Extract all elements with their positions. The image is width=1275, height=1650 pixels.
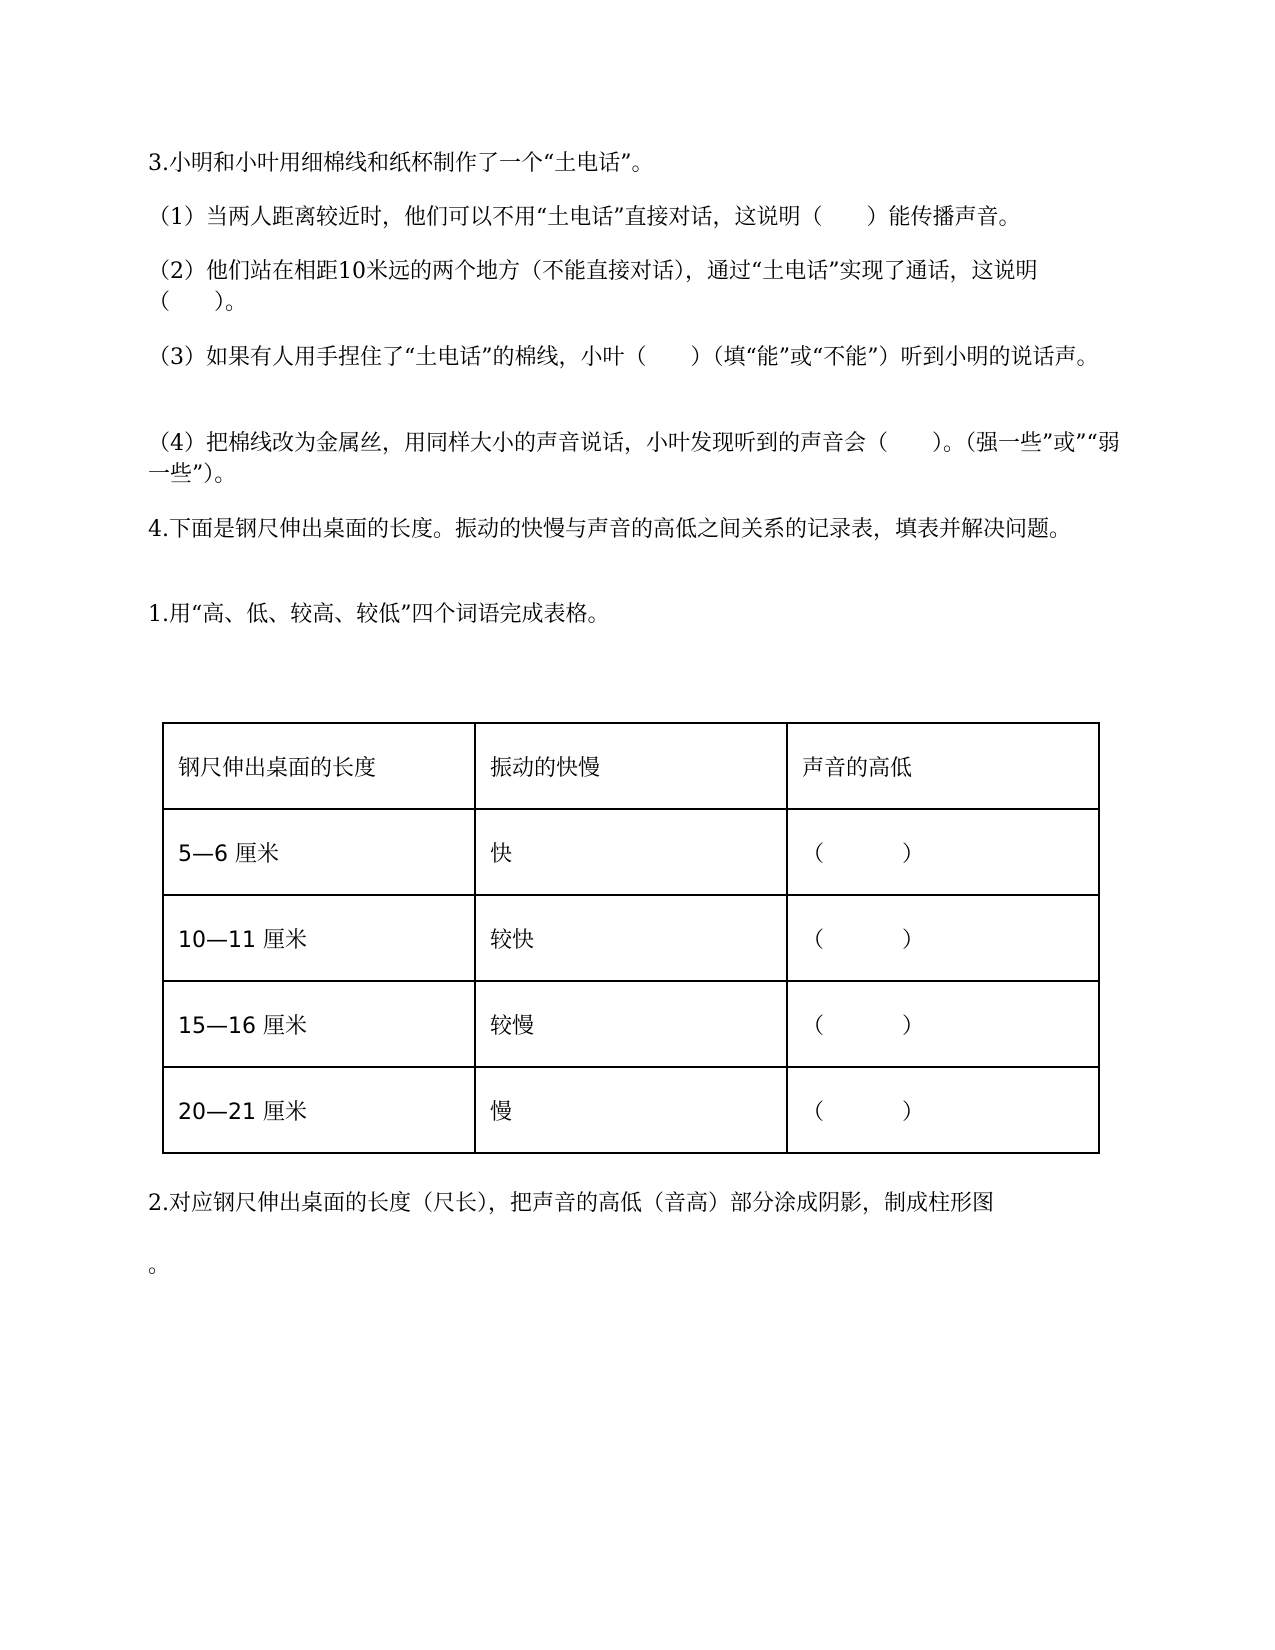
table-row [163, 895, 1099, 981]
cell-length: 20—21 厘米 [163, 1067, 475, 1153]
question-4-sub-1: 1.用“高、低、较高、较低”四个词语完成表格。 [148, 602, 610, 627]
header-pitch: 声音的高低 [787, 723, 1099, 809]
cell-length: 15—16 厘米 [163, 981, 475, 1067]
record-table [162, 722, 1100, 1154]
paren-close: ） [902, 1099, 925, 1125]
cell-pitch-blank[interactable] [787, 895, 1099, 981]
question-3-item-2: （2）他们站在相距10米远的两个地方（不能直接对话），通过“土电话”实现了通话，这说明（ ）。 [148, 259, 1038, 315]
cell-speed: 慢 [475, 1067, 787, 1153]
table-header-row [163, 723, 1099, 809]
header-length: 钢尺伸出桌面的长度 [163, 723, 475, 809]
cell-pitch-blank[interactable] [787, 809, 1099, 895]
question-4-sub-2-end: 。 [148, 1253, 171, 1278]
cell-pitch-blank[interactable] [787, 1067, 1099, 1153]
cell-speed: 较慢 [475, 981, 787, 1067]
cell-speed: 较快 [475, 895, 787, 981]
question-3-title: 3.小明和小叶用细棉线和纸杯制作了一个“土电话”。 [148, 151, 654, 176]
paren-close: ） [902, 841, 925, 867]
cell-length: 10—11 厘米 [163, 895, 475, 981]
cell-speed: 快 [475, 809, 787, 895]
question-3-item-3: （3）如果有人用手捏住了“土电话”的棉线，小叶（ ）（填“能”或“不能”）听到小明的说话声。 [148, 345, 1099, 370]
table-row [163, 809, 1099, 895]
paren-open: （ [802, 1013, 825, 1039]
question-3-item-1: （1）当两人距离较近时，他们可以不用“土电话”直接对话，这说明（ ）能传播声音。 [148, 205, 1021, 230]
header-speed: 振动的快慢 [475, 723, 787, 809]
cell-pitch-blank[interactable] [787, 981, 1099, 1067]
cell-length: 5—6 厘米 [163, 809, 475, 895]
question-3-item-4: （4）把棉线改为金属丝，用同样大小的声音说话，小叶发现听到的声音会（ ）。（强一些”或”“弱一些”）。 [148, 431, 1120, 487]
paren-close: ） [902, 927, 925, 953]
paren-open: （ [802, 841, 825, 867]
paren-close: ） [902, 1013, 925, 1039]
paren-open: （ [802, 927, 825, 953]
table-row [163, 981, 1099, 1067]
paren-open: （ [802, 1099, 825, 1125]
table-row [163, 1067, 1099, 1153]
question-4-sub-2: 2.对应钢尺伸出桌面的长度（尺长），把声音的高低（音高）部分涂成阴影，制成柱形图 [148, 1191, 994, 1216]
question-4-title: 4.下面是钢尺伸出桌面的长度。振动的快慢与声音的高低之间关系的记录表，填表并解决问题。 [148, 517, 1071, 542]
